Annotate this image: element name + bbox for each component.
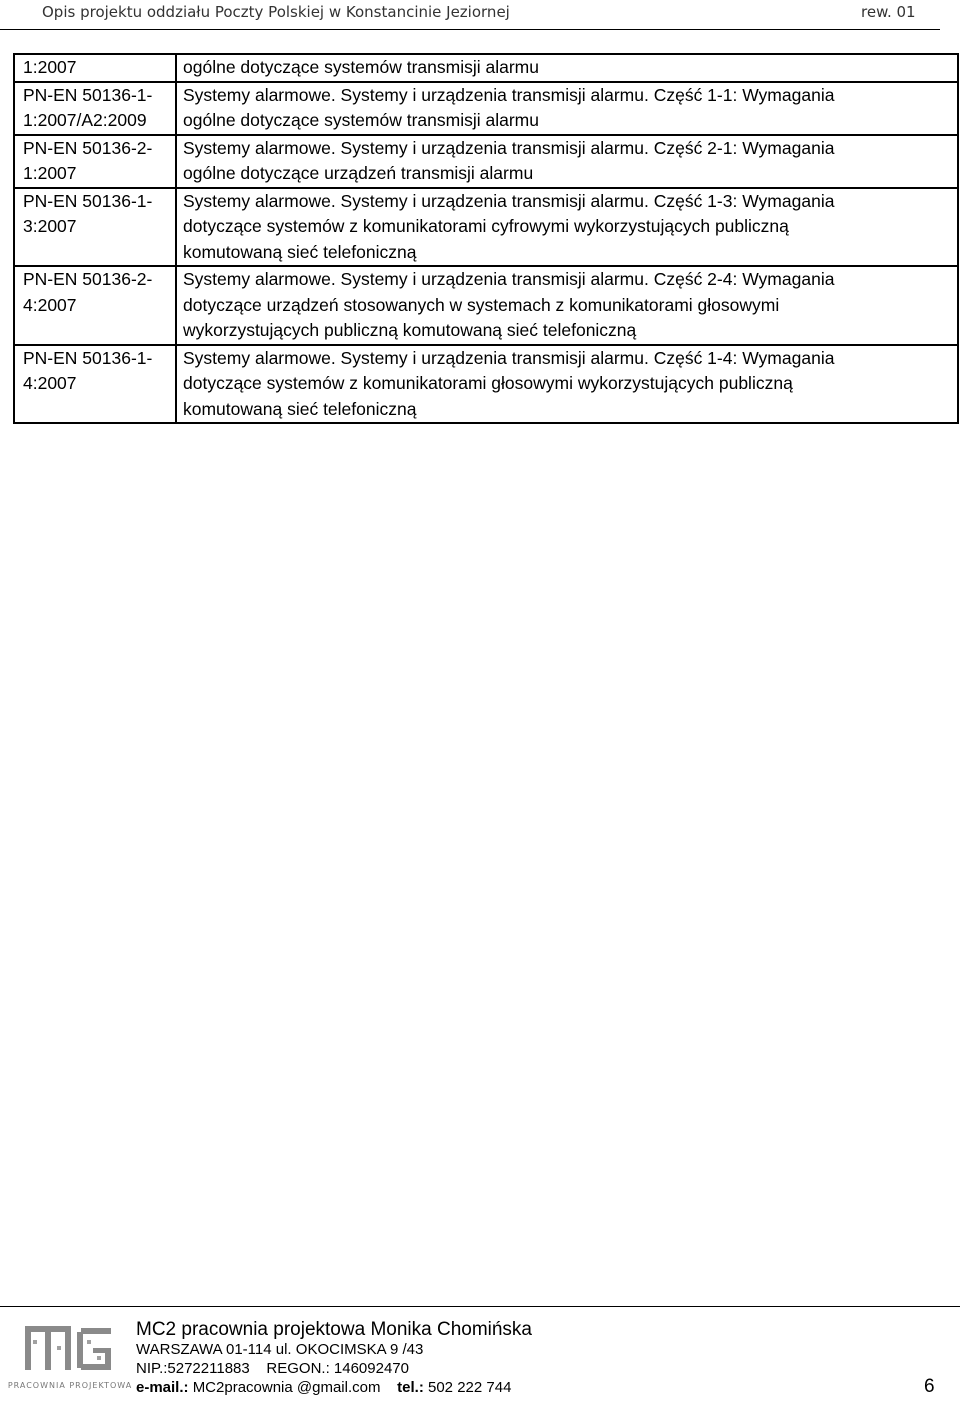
standard-code-cell [14,188,176,267]
standard-code-line: 4:2007 [23,373,77,393]
company-name: MC2 pracownia projektowa Monika Chomińska [136,1319,533,1340]
email-label: e-mail.: [136,1379,189,1396]
revision-label: rew. 01 [861,3,916,21]
address-line: WARSZAWA 01-114 ul. OKOCIMSKA 9 /43 [136,1341,424,1358]
standard-description-line: Systemy alarmowe. Systemy i urządzenia transmisji alarmu. Część 2-4: Wymagania [183,269,835,289]
regon-label: REGON.: [266,1360,330,1377]
standard-description-line: dotyczące systemów z komunikatorami cyfrowymi wykorzystujących publiczną [183,216,789,236]
standard-description-line: ogólne dotyczące systemów transmisji alarmu [183,110,539,130]
email-value[interactable]: MC2pracownia @gmail.com [192,1379,381,1396]
standard-description-line: Systemy alarmowe. Systemy i urządzenia transmisji alarmu. Część 1-3: Wymagania [183,190,835,211]
footer-divider [0,1306,960,1307]
standard-code-cell [14,82,176,135]
standard-description-line: Systemy alarmowe. Systemy i urządzenia transmisji alarmu. Część 1-4: Wymagania [183,347,835,368]
table-row [14,188,958,267]
table-row [14,266,958,345]
standard-description-cell [176,82,958,135]
table-row [14,345,958,424]
standard-code-line: 3:2007 [23,216,77,236]
table-row [14,54,958,82]
standards-table [13,53,959,424]
standard-description-line: Systemy alarmowe. Systemy i urządzenia transmisji alarmu. Część 1-1: Wymagania [183,84,835,105]
nip-label: NIP.: [136,1360,168,1377]
contact-line [136,1379,511,1397]
standard-description-cell [176,266,958,345]
document-title: Opis projektu oddziału Poczty Polskiej w Konstancinie Jeziornej [42,3,510,21]
standard-code-line: 4:2007 [23,294,77,315]
page-number: 6 [924,1376,935,1397]
standard-code-cell [14,135,176,188]
standard-description-line: ogólne dotyczące urządzeń transmisji alarmu [183,163,534,183]
table-row [14,82,958,135]
standard-code-cell [14,345,176,424]
company-logo [7,1322,133,1405]
standard-description-cell [176,135,958,188]
standard-code-line: 1:2007 [23,163,77,183]
standard-description-cell [176,54,958,82]
standards-table-body [14,54,958,423]
standard-description-line: ogólne dotyczące systemów transmisji alarmu [183,57,539,77]
standard-description-line: komutowaną sieć telefoniczną [183,398,417,419]
tel-value: 502 222 744 [428,1379,512,1396]
standard-description-cell [176,188,958,267]
tel-label: tel.: [397,1379,424,1396]
standard-code-line: PN-EN 50136-1- [23,84,153,105]
standard-code-line: PN-EN 50136-2- [23,269,153,289]
standard-description-line: dotyczące systemów z komunikatorami głosowymi wykorzystujących publiczną [183,373,793,393]
page-header [0,0,960,32]
standard-code-line: 1:2007/A2:2009 [23,110,147,130]
standard-description-line: wykorzystujących publiczną komutowaną sieć telefoniczną [183,320,637,340]
table-row [14,135,958,188]
header-divider [0,29,940,30]
page-footer [0,1300,960,1408]
standard-description-line: komutowaną sieć telefoniczną [183,241,417,262]
registration-line [136,1360,409,1378]
standard-code-cell [14,54,176,82]
standard-code-line: PN-EN 50136-1- [23,347,153,368]
standard-description-line: Systemy alarmowe. Systemy i urządzenia transmisji alarmu. Część 2-1: Wymagania [183,137,835,158]
nip-value: 5272211883 [167,1360,250,1377]
standard-description-cell [176,345,958,424]
standard-description-line: dotyczące urządzeń stosowanych w systemach z komunikatorami głosowymi [183,294,780,315]
logo-caption: PRACOWNIA PROJEKTOWA [7,1381,133,1390]
standard-code-line: 1:2007 [23,57,77,77]
standard-code-line: PN-EN 50136-2- [23,137,153,158]
regon-value: 146092470 [333,1360,409,1377]
standard-code-line: PN-EN 50136-1- [23,190,153,211]
standard-code-cell [14,266,176,345]
